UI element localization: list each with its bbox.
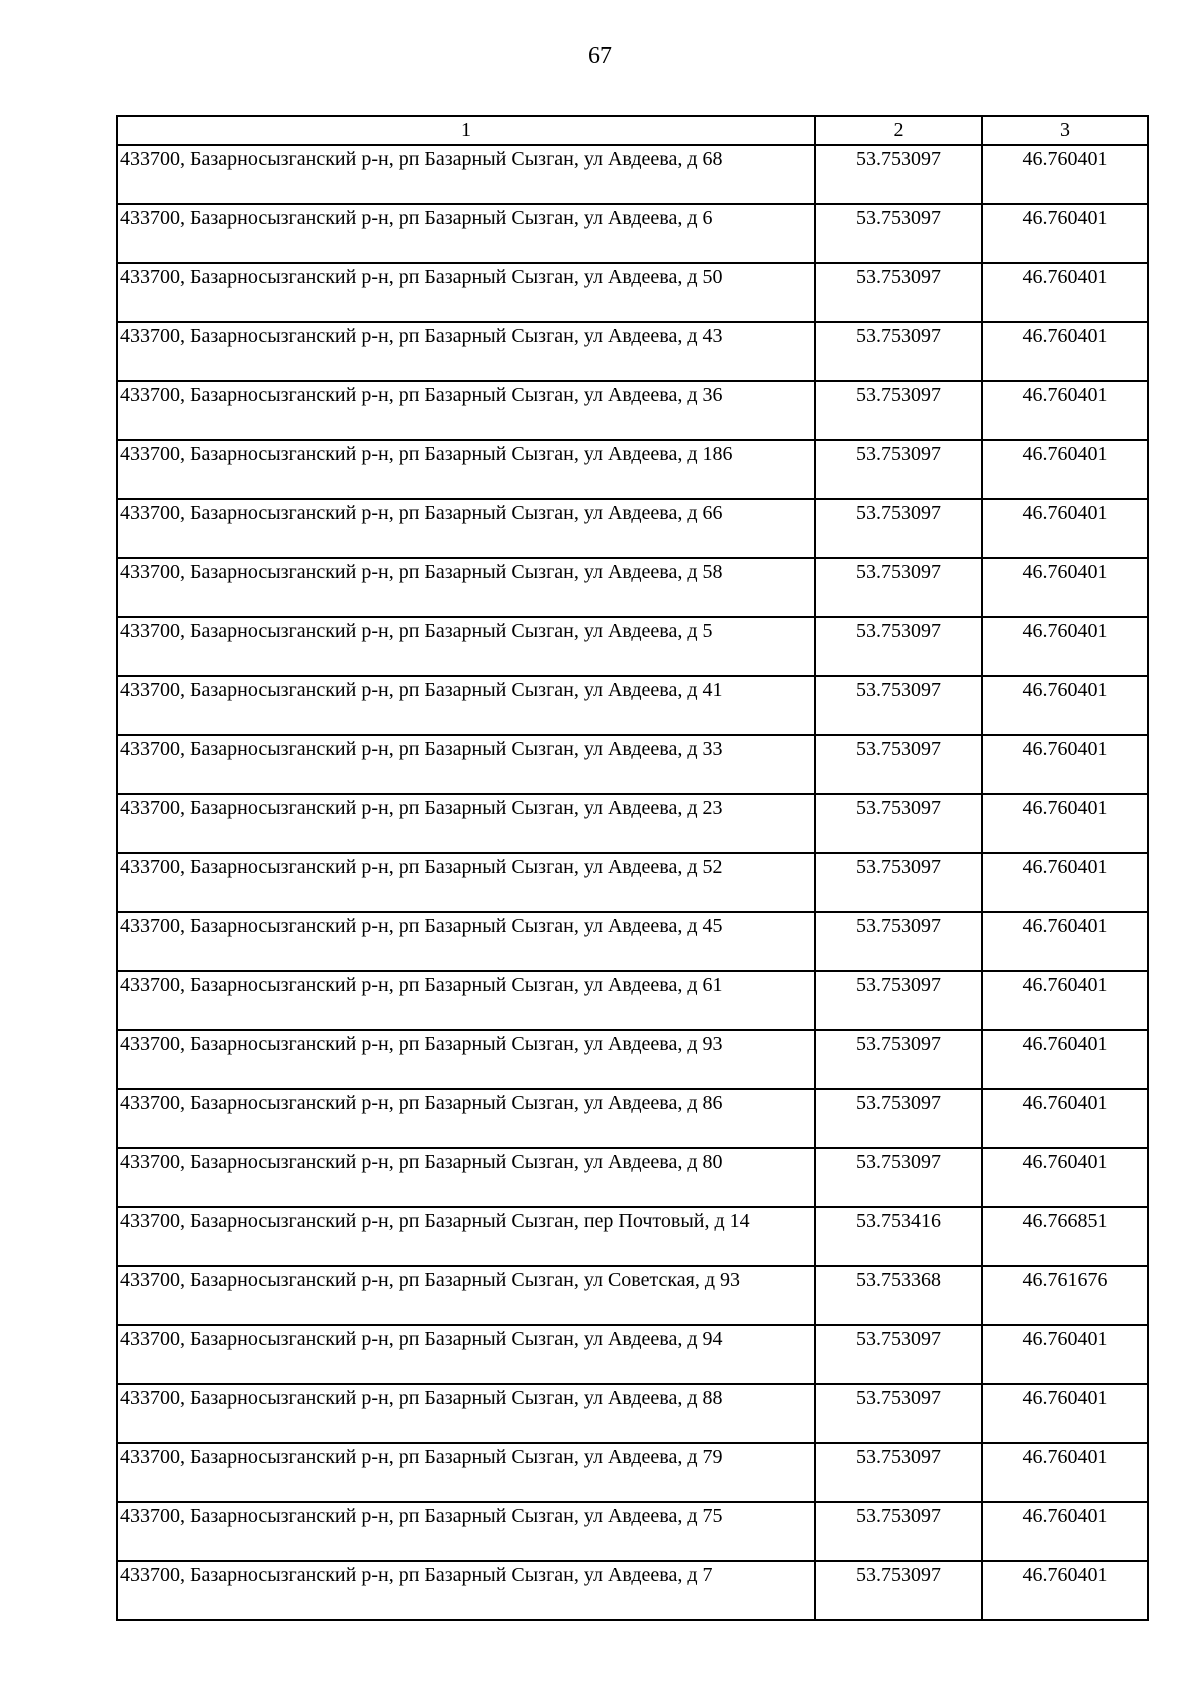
latitude-cell: 53.753097 <box>815 912 982 971</box>
latitude-cell: 53.753097 <box>815 735 982 794</box>
table-row <box>117 971 1148 1030</box>
latitude-cell: 53.753097 <box>815 322 982 381</box>
table-row <box>117 558 1148 617</box>
page-number: 67 <box>588 43 612 69</box>
address-cell: 433700, Базарносызганский р-н, рп Базарный Сызган, ул Авдеева, д 93 <box>117 1030 815 1089</box>
table-row <box>117 1207 1148 1266</box>
header-cell-column-3: 3 <box>982 116 1148 145</box>
table-row <box>117 735 1148 794</box>
table-row <box>117 1384 1148 1443</box>
longitude-cell: 46.760401 <box>982 204 1148 263</box>
address-cell: 433700, Базарносызганский р-н, рп Базарный Сызган, ул Авдеева, д 36 <box>117 381 815 440</box>
address-cell: 433700, Базарносызганский р-н, рп Базарный Сызган, ул Авдеева, д 80 <box>117 1148 815 1207</box>
address-cell: 433700, Базарносызганский р-н, рп Базарный Сызган, ул Авдеева, д 5 <box>117 617 815 676</box>
longitude-cell: 46.760401 <box>982 558 1148 617</box>
longitude-cell: 46.760401 <box>982 676 1148 735</box>
address-cell: 433700, Базарносызганский р-н, рп Базарный Сызган, ул Авдеева, д 88 <box>117 1384 815 1443</box>
address-cell: 433700, Базарносызганский р-н, рп Базарный Сызган, ул Авдеева, д 43 <box>117 322 815 381</box>
table-row <box>117 499 1148 558</box>
table-row <box>117 381 1148 440</box>
latitude-cell: 53.753097 <box>815 1148 982 1207</box>
longitude-cell: 46.760401 <box>982 381 1148 440</box>
longitude-cell: 46.760401 <box>982 263 1148 322</box>
longitude-cell: 46.760401 <box>982 735 1148 794</box>
table-header-row <box>117 116 1148 145</box>
table-row <box>117 912 1148 971</box>
address-cell: 433700, Базарносызганский р-н, рп Базарный Сызган, ул Авдеева, д 186 <box>117 440 815 499</box>
table-row <box>117 1266 1148 1325</box>
address-cell: 433700, Базарносызганский р-н, рп Базарный Сызган, пер Почтовый, д 14 <box>117 1207 815 1266</box>
latitude-cell: 53.753097 <box>815 204 982 263</box>
address-cell: 433700, Базарносызганский р-н, рп Базарный Сызган, ул Советская, д 93 <box>117 1266 815 1325</box>
longitude-cell: 46.760401 <box>982 322 1148 381</box>
table-row <box>117 617 1148 676</box>
address-cell: 433700, Базарносызганский р-н, рп Базарный Сызган, ул Авдеева, д 68 <box>117 145 815 204</box>
latitude-cell: 53.753097 <box>815 1030 982 1089</box>
longitude-cell: 46.760401 <box>982 440 1148 499</box>
table-row <box>117 1325 1148 1384</box>
table-row <box>117 1443 1148 1502</box>
header-cell-column-1: 1 <box>117 116 815 145</box>
table-body <box>117 116 1148 1620</box>
address-cell: 433700, Базарносызганский р-н, рп Базарный Сызган, ул Авдеева, д 45 <box>117 912 815 971</box>
longitude-cell: 46.760401 <box>982 1561 1148 1620</box>
address-cell: 433700, Базарносызганский р-н, рп Базарный Сызган, ул Авдеева, д 33 <box>117 735 815 794</box>
address-cell: 433700, Базарносызганский р-н, рп Базарный Сызган, ул Авдеева, д 75 <box>117 1502 815 1561</box>
latitude-cell: 53.753097 <box>815 1561 982 1620</box>
latitude-cell: 53.753097 <box>815 558 982 617</box>
table-row <box>117 204 1148 263</box>
table-row <box>117 1561 1148 1620</box>
address-cell: 433700, Базарносызганский р-н, рп Базарный Сызган, ул Авдеева, д 66 <box>117 499 815 558</box>
table-row <box>117 1502 1148 1561</box>
address-cell: 433700, Базарносызганский р-н, рп Базарный Сызган, ул Авдеева, д 79 <box>117 1443 815 1502</box>
table-row <box>117 1148 1148 1207</box>
table-row <box>117 676 1148 735</box>
latitude-cell: 53.753097 <box>815 263 982 322</box>
longitude-cell: 46.760401 <box>982 1325 1148 1384</box>
address-cell: 433700, Базарносызганский р-н, рп Базарный Сызган, ул Авдеева, д 23 <box>117 794 815 853</box>
table-row <box>117 263 1148 322</box>
header-cell-column-2: 2 <box>815 116 982 145</box>
longitude-cell: 46.760401 <box>982 1502 1148 1561</box>
latitude-cell: 53.753097 <box>815 1443 982 1502</box>
address-cell: 433700, Базарносызганский р-н, рп Базарный Сызган, ул Авдеева, д 50 <box>117 263 815 322</box>
latitude-cell: 53.753097 <box>815 381 982 440</box>
table-row <box>117 1030 1148 1089</box>
address-cell: 433700, Базарносызганский р-н, рп Базарный Сызган, ул Авдеева, д 52 <box>117 853 815 912</box>
latitude-cell: 53.753097 <box>815 145 982 204</box>
address-cell: 433700, Базарносызганский р-н, рп Базарный Сызган, ул Авдеева, д 58 <box>117 558 815 617</box>
latitude-cell: 53.753368 <box>815 1266 982 1325</box>
latitude-cell: 53.753416 <box>815 1207 982 1266</box>
address-cell: 433700, Базарносызганский р-н, рп Базарный Сызган, ул Авдеева, д 94 <box>117 1325 815 1384</box>
latitude-cell: 53.753097 <box>815 1502 982 1561</box>
table-row <box>117 853 1148 912</box>
table-row <box>117 794 1148 853</box>
latitude-cell: 53.753097 <box>815 1325 982 1384</box>
latitude-cell: 53.753097 <box>815 440 982 499</box>
address-table <box>116 115 1149 1621</box>
latitude-cell: 53.753097 <box>815 499 982 558</box>
longitude-cell: 46.760401 <box>982 912 1148 971</box>
address-cell: 433700, Базарносызганский р-н, рп Базарный Сызган, ул Авдеева, д 41 <box>117 676 815 735</box>
longitude-cell: 46.760401 <box>982 617 1148 676</box>
longitude-cell: 46.760401 <box>982 794 1148 853</box>
address-cell: 433700, Базарносызганский р-н, рп Базарный Сызган, ул Авдеева, д 7 <box>117 1561 815 1620</box>
longitude-cell: 46.760401 <box>982 1148 1148 1207</box>
latitude-cell: 53.753097 <box>815 794 982 853</box>
longitude-cell: 46.761676 <box>982 1266 1148 1325</box>
longitude-cell: 46.760401 <box>982 499 1148 558</box>
longitude-cell: 46.760401 <box>982 145 1148 204</box>
longitude-cell: 46.760401 <box>982 1030 1148 1089</box>
longitude-cell: 46.760401 <box>982 1089 1148 1148</box>
address-cell: 433700, Базарносызганский р-н, рп Базарный Сызган, ул Авдеева, д 6 <box>117 204 815 263</box>
longitude-cell: 46.760401 <box>982 1384 1148 1443</box>
latitude-cell: 53.753097 <box>815 676 982 735</box>
longitude-cell: 46.760401 <box>982 1443 1148 1502</box>
table-row <box>117 440 1148 499</box>
address-cell: 433700, Базарносызганский р-н, рп Базарный Сызган, ул Авдеева, д 61 <box>117 971 815 1030</box>
table-row <box>117 145 1148 204</box>
latitude-cell: 53.753097 <box>815 1384 982 1443</box>
latitude-cell: 53.753097 <box>815 1089 982 1148</box>
table-row <box>117 1089 1148 1148</box>
latitude-cell: 53.753097 <box>815 617 982 676</box>
table-row <box>117 322 1148 381</box>
address-cell: 433700, Базарносызганский р-н, рп Базарный Сызган, ул Авдеева, д 86 <box>117 1089 815 1148</box>
latitude-cell: 53.753097 <box>815 853 982 912</box>
latitude-cell: 53.753097 <box>815 971 982 1030</box>
longitude-cell: 46.760401 <box>982 853 1148 912</box>
longitude-cell: 46.760401 <box>982 971 1148 1030</box>
longitude-cell: 46.766851 <box>982 1207 1148 1266</box>
